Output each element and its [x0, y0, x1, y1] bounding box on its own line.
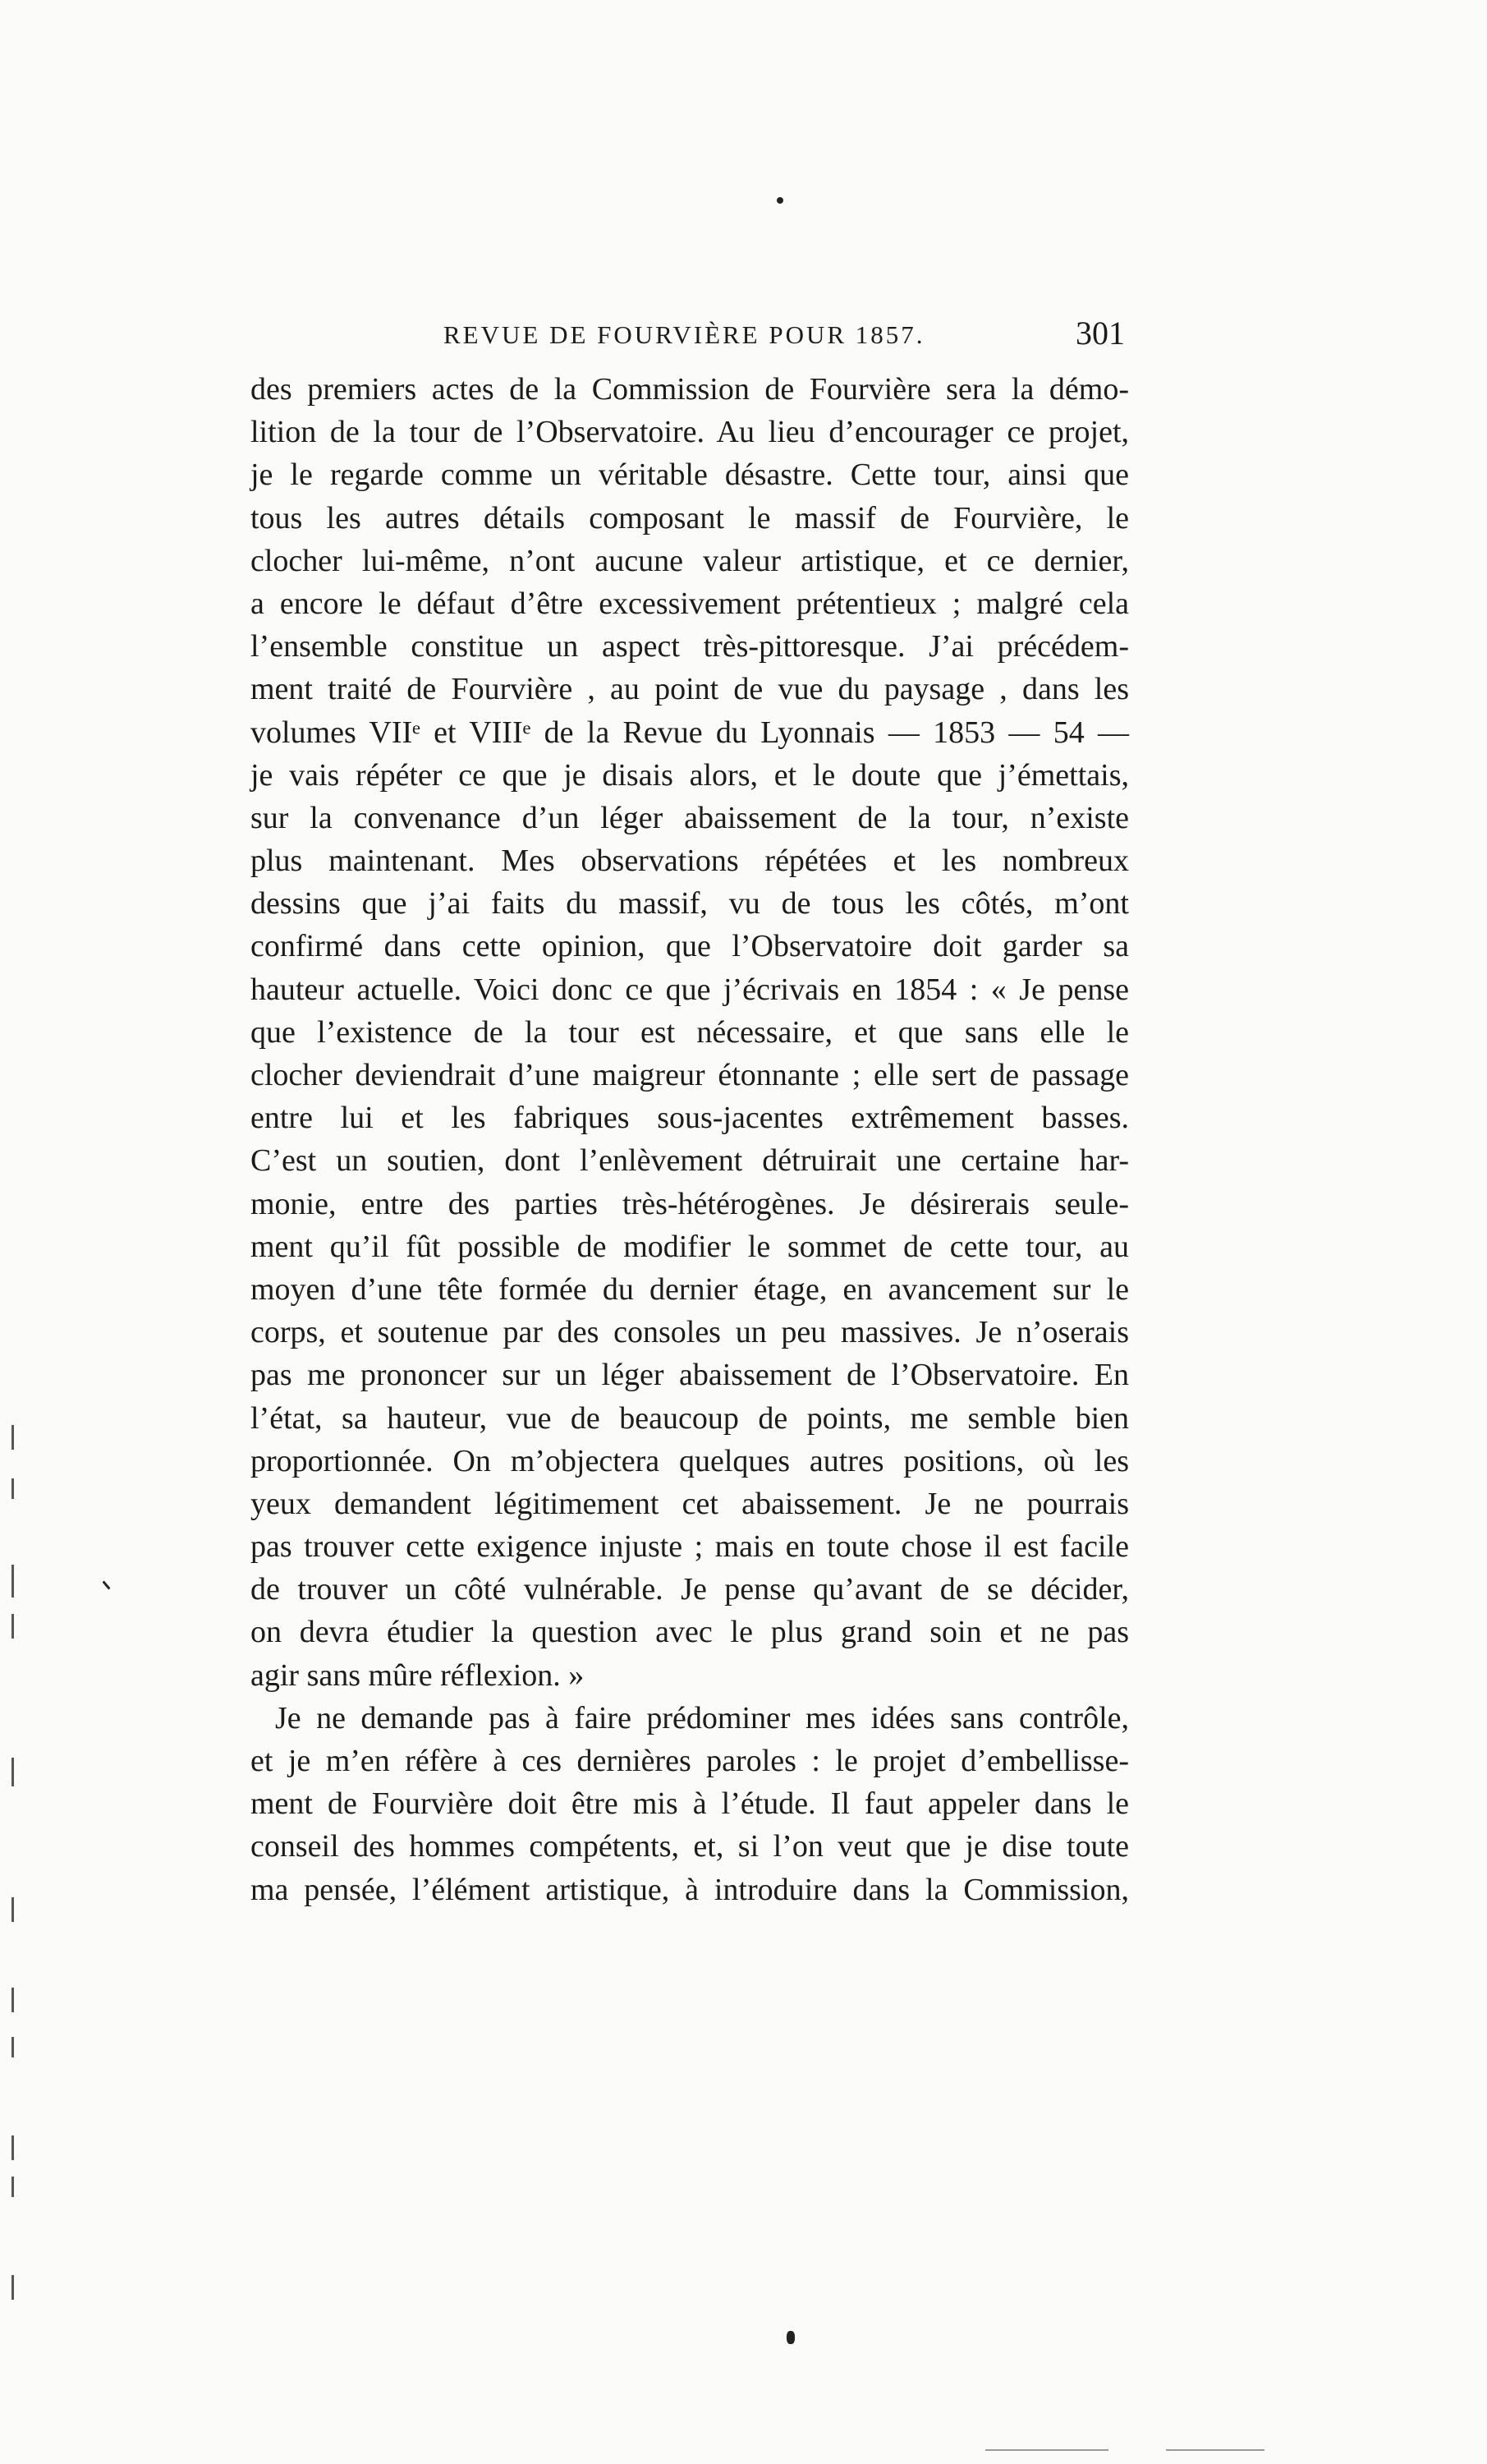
text-line: ment de Fourvière doit être mis à l’étude. Il faut appeler dans le	[250, 1786, 1129, 1822]
margin-mark	[11, 2275, 14, 2300]
text-line: de trouver un côté vulnérable. Je pense qu’avant de se décider,	[250, 1572, 1129, 1607]
ink-speck-bottom	[787, 2331, 795, 2344]
text-line: yeux demandent légitimement cet abaissement. Je ne pourrais	[250, 1486, 1129, 1521]
margin-mark	[11, 1425, 14, 1450]
text-line: agir sans mûre réflexion. »	[250, 1657, 585, 1693]
scan-edge-mark	[1166, 2449, 1264, 2451]
ink-speck-top	[777, 197, 783, 204]
text-line: l’état, sa hauteur, vue de beaucoup de points, me semble bien	[250, 1400, 1129, 1436]
text-line: dessins que j’ai faits du massif, vu de tous les côtés, m’ont	[250, 886, 1129, 922]
page-header	[443, 314, 1125, 363]
text-line: et je m’en réfère à ces dernières paroles : le projet d’embellisse-	[250, 1744, 1129, 1778]
running-head: REVUE DE FOURVIÈRE POUR 1857.	[443, 320, 925, 349]
text-line: pas trouver cette exigence injuste ; mais en toute chose il est facile	[250, 1529, 1129, 1565]
text-line: lition de la tour de l’Observatoire. Au lieu d’encourager ce projet,	[250, 415, 1129, 450]
margin-mark	[11, 1897, 14, 1922]
page-number: 301	[1076, 315, 1125, 352]
scan-edge-mark	[985, 2449, 1108, 2451]
text-line: Je ne demande pas à faire prédominer mes idées sans contrôle,	[275, 1700, 1129, 1735]
margin-mark	[11, 1478, 14, 1499]
text-line: C’est un soutien, dont l’enlèvement détruirait une certaine har-	[250, 1143, 1129, 1179]
body-text	[250, 368, 1129, 1911]
margin-mark	[11, 1614, 14, 1639]
text-line: moyen d’une tête formée du dernier étage, en avancement sur le	[250, 1271, 1129, 1307]
text-line: que l’existence de la tour est nécessaire, et que sans elle le	[250, 1014, 1129, 1050]
ink-speck-left	[102, 1580, 110, 1589]
text-line: pas me prononcer sur un léger abaissement de l’Observatoire. En	[250, 1358, 1129, 1393]
text-line: entre lui et les fabriques sous-jacentes extrêmement basses.	[250, 1101, 1129, 1136]
margin-mark	[11, 1565, 14, 1597]
text-line: on devra étudier la question avec le plus grand soin et ne pas	[250, 1615, 1129, 1650]
text-line: monie, entre des parties très-hétérogènes. Je désirerais seule-	[250, 1186, 1129, 1221]
text-line: clocher deviendrait d’une maigreur étonnante ; elle sert de passage	[250, 1058, 1129, 1092]
text-line: volumes VIIᵉ et VIIIᵉ de la Revue du Lyonnais — 1853 — 54 —	[250, 715, 1129, 750]
text-line: l’ensemble constitue un aspect très-pittoresque. J’ai précédem-	[250, 629, 1129, 664]
text-line: proportionnée. On m’objectera quelques autres positions, où les	[250, 1443, 1129, 1478]
text-line: sur la convenance d’un léger abaissement de la tour, n’existe	[250, 800, 1129, 835]
text-line: ma pensée, l’élément artistique, à introduire dans la Commission,	[250, 1872, 1129, 1907]
text-line: confirmé dans cette opinion, que l’Observatoire doit garder sa	[250, 929, 1129, 964]
text-line: des premiers actes de la Commission de Fourvière sera la démo-	[250, 372, 1129, 407]
text-line: plus maintenant. Mes observations répétées et les nombreux	[250, 844, 1129, 879]
text-line: ment traité de Fourvière , au point de vue du paysage , dans les	[250, 672, 1129, 707]
margin-mark	[11, 2135, 14, 2160]
text-line: hauteur actuelle. Voici donc ce que j’écrivais en 1854 : « Je pense	[250, 972, 1129, 1007]
text-line: tous les autres détails composant le massif de Fourvière, le	[250, 500, 1129, 536]
margin-mark	[11, 2037, 14, 2057]
text-line: a encore le défaut d’être excessivement prétentieux ; malgré cela	[250, 586, 1129, 621]
text-line: clocher lui-même, n’ont aucune valeur artistique, et ce dernier,	[250, 543, 1129, 578]
margin-mark	[11, 1758, 14, 1786]
margin-mark	[11, 1988, 14, 2012]
text-line: je vais répéter ce que je disais alors, et le doute que j’émettais,	[250, 757, 1129, 793]
text-line: je le regarde comme un véritable désastre. Cette tour, ainsi que	[250, 457, 1129, 493]
text-line: ment qu’il fût possible de modifier le sommet de cette tour, au	[250, 1229, 1129, 1264]
text-line: corps, et soutenue par des consoles un peu massives. Je n’oserais	[250, 1315, 1129, 1350]
margin-mark	[11, 2177, 14, 2197]
text-line: conseil des hommes compétents, et, si l’on veut que je dise toute	[250, 1829, 1129, 1864]
